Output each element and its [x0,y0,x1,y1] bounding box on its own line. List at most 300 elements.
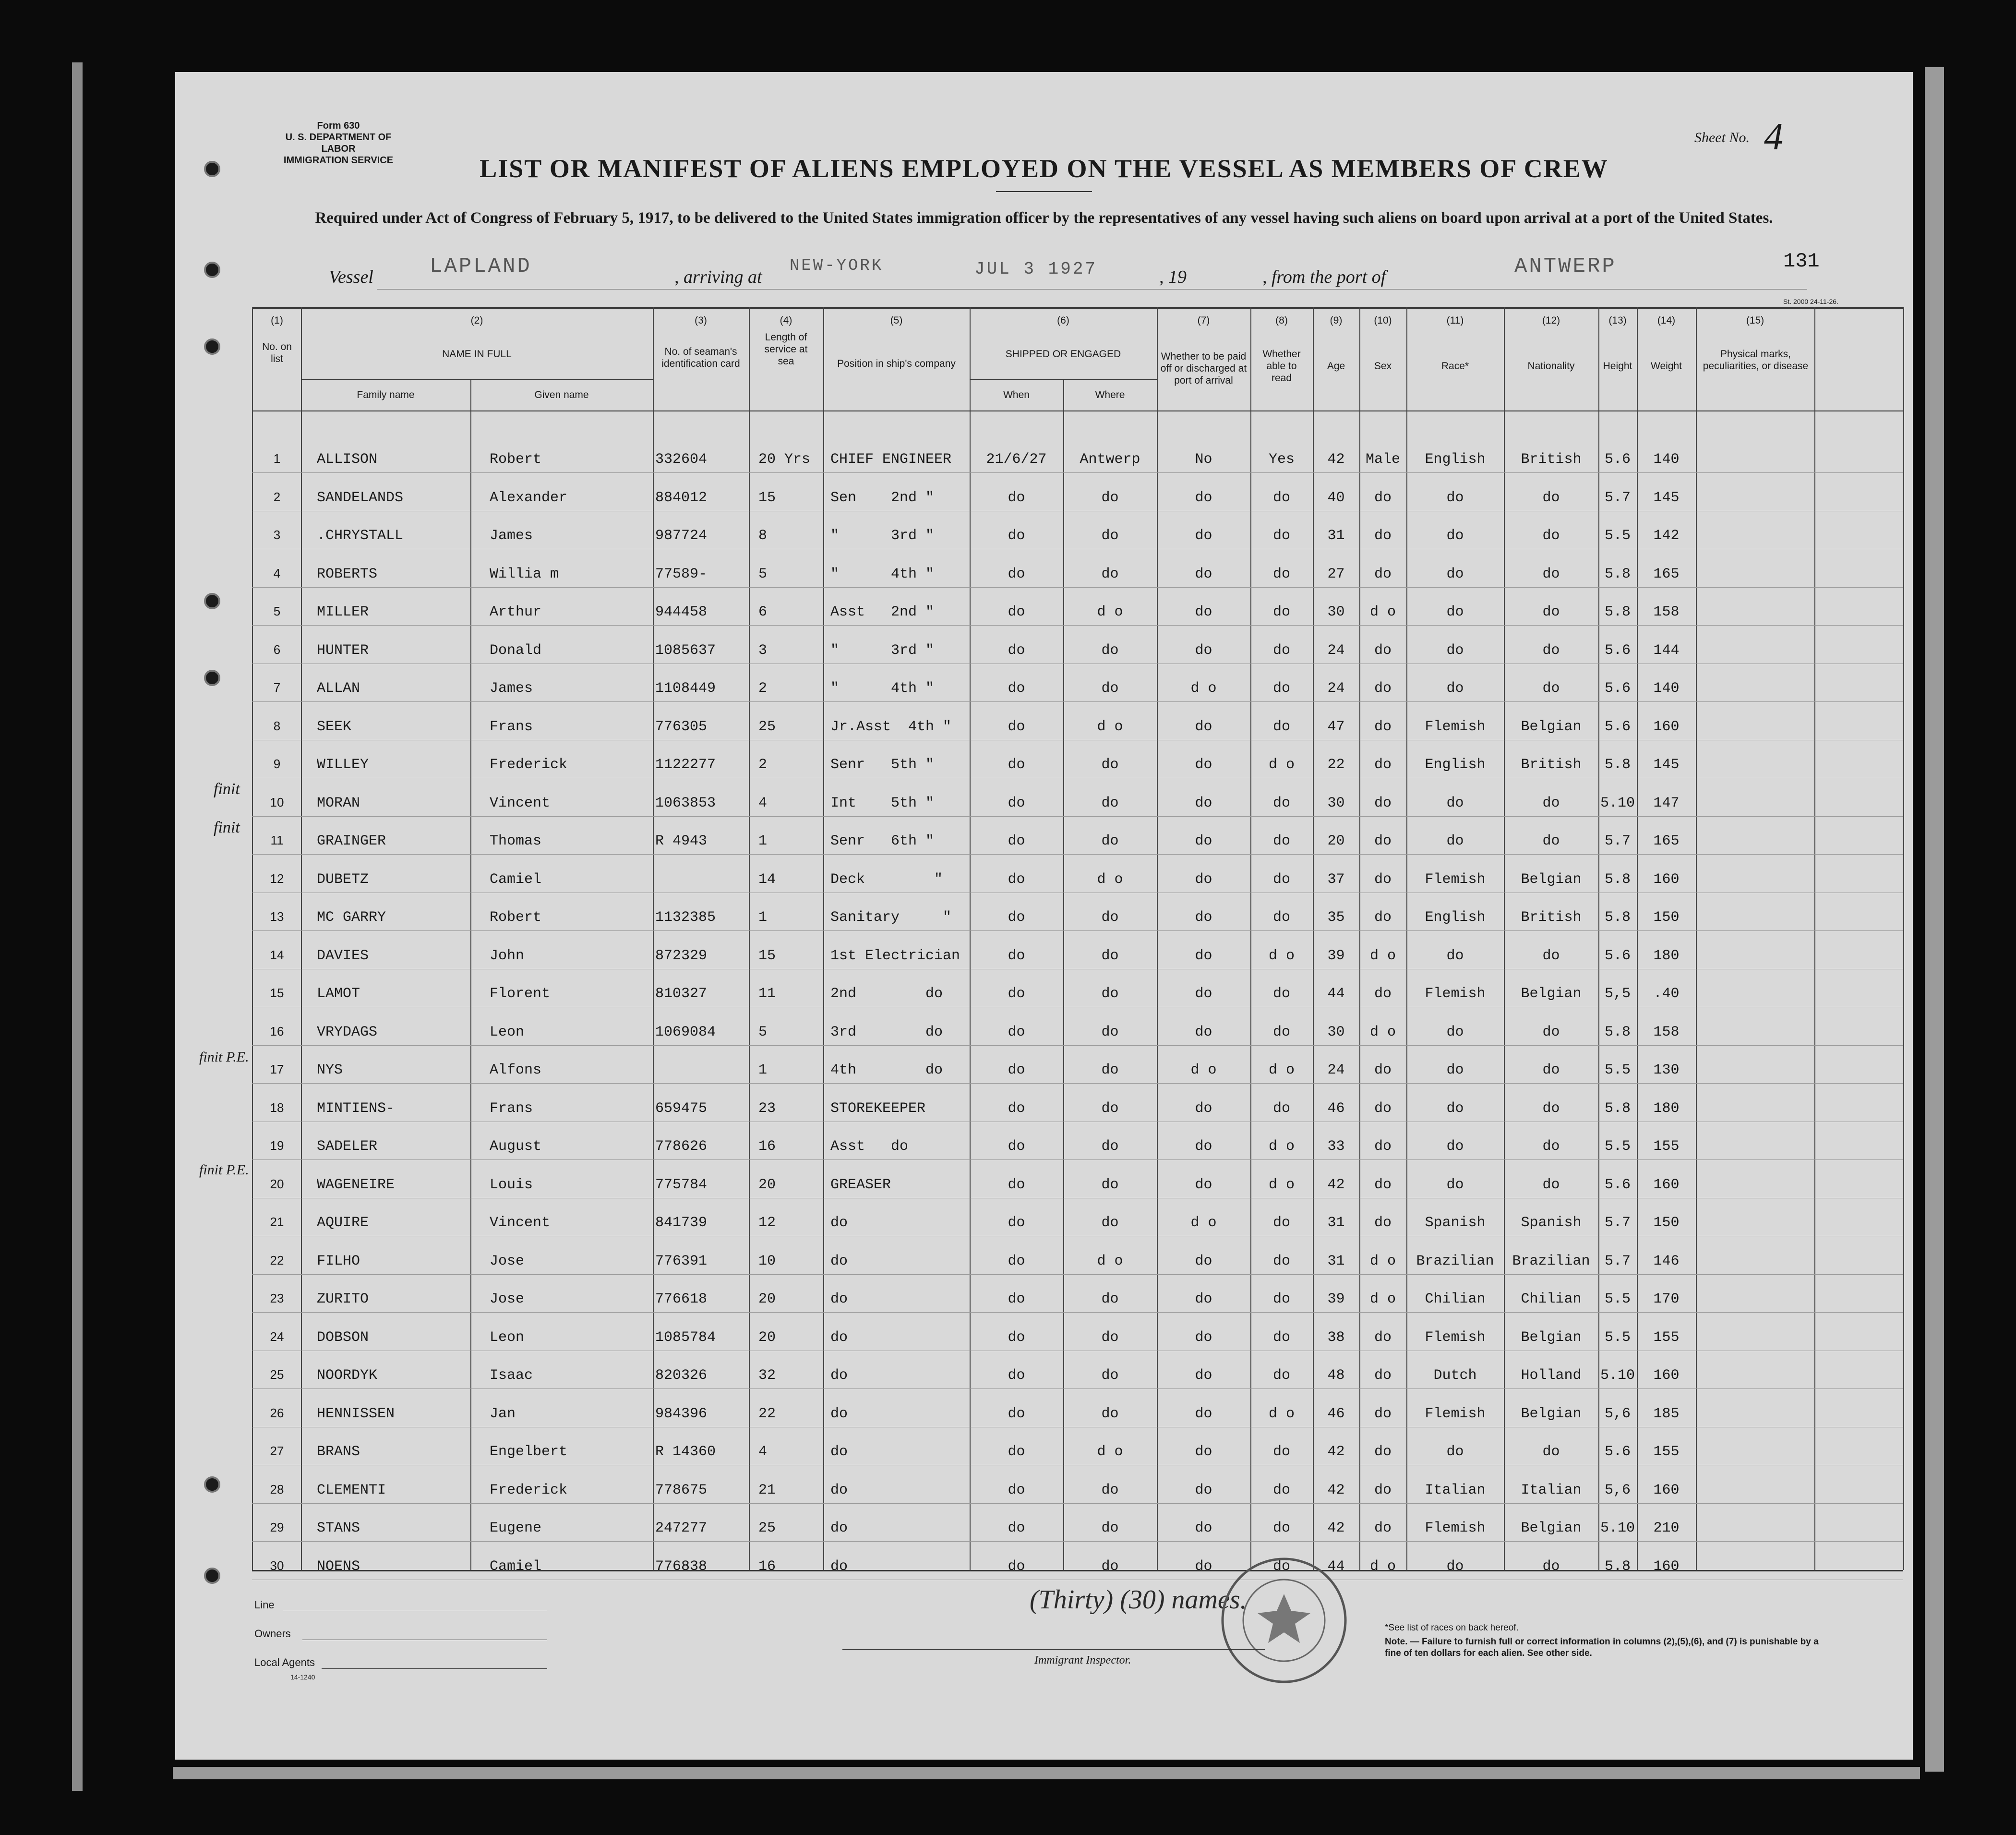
punch-hole [204,593,220,609]
service-length: 20 Yrs [758,451,811,468]
able-to-read: do [1272,1100,1290,1117]
row-rule [252,625,1903,626]
given-name: Eugene [490,1520,542,1536]
shipped-where: do [1101,1291,1119,1307]
nationality: Belgian [1521,718,1582,735]
paid-off: do [1195,718,1212,735]
shipped-when: do [1008,871,1025,888]
height: 5.5 [1604,1329,1631,1346]
id-card-no: 1085637 [655,642,716,659]
row-no: 9 [273,757,281,771]
paid-off: do [1195,1520,1212,1536]
race: do [1446,1558,1464,1575]
able-to-read: do [1272,1024,1290,1040]
service-length: 32 [758,1367,776,1384]
row-rule [252,1541,1903,1542]
race: English [1425,451,1486,468]
service-length: 3 [758,642,768,659]
sex: Male [1365,451,1400,468]
age: 40 [1327,489,1345,506]
row-no: 6 [273,642,281,657]
shipped-when: do [1008,1291,1025,1307]
row-rule [252,854,1903,855]
row-no: 16 [270,1024,284,1038]
weight: 185 [1653,1405,1680,1422]
race: do [1446,1062,1464,1078]
service-length: 2 [758,680,768,697]
service-length: 25 [758,718,776,735]
nationality: Belgian [1521,986,1582,1002]
sex: do [1374,1100,1392,1117]
paid-off: do [1195,1444,1212,1460]
family-name: NOORDYK [317,1367,378,1384]
arriving-label: , arriving at [674,267,762,287]
paid-off: d o [1190,680,1217,697]
race: do [1446,795,1464,811]
height: 5.10 [1600,795,1635,811]
weight: 180 [1653,947,1680,964]
id-card-no: 778675 [655,1482,708,1498]
shipped-where: do [1101,757,1119,773]
family-name: ZURITO [317,1291,369,1307]
given-name: Robert [490,451,542,468]
age: 47 [1327,718,1345,735]
nationality: British [1521,757,1582,773]
given-name: Donald [490,642,542,659]
weight: 165 [1653,833,1680,849]
sex: do [1374,566,1392,582]
shipped-when: do [1008,528,1025,544]
inspector-rule [842,1649,1265,1650]
id-card-no: 841739 [655,1215,708,1231]
weight: 158 [1653,1024,1680,1040]
colnum-6: (6) [1057,315,1069,326]
paid-off: do [1195,1100,1212,1117]
height: 5.8 [1604,566,1631,582]
weight: 155 [1653,1329,1680,1346]
margin-note-20: finit P.E. [199,1162,249,1178]
header-height: Height [1603,361,1632,372]
position: Senr 5th " [830,757,935,773]
given-name: James [490,528,533,544]
vessel-label: Vessel [329,267,373,287]
nationality: Belgian [1521,1520,1582,1536]
sex: do [1374,489,1392,506]
arrival-date: JUL 3 1927 [974,259,1098,279]
family-name: .CHRYSTALL [317,528,404,544]
shipped-when: do [1008,833,1025,849]
row-no: 10 [270,795,284,809]
age: 30 [1327,795,1345,811]
able-to-read: do [1272,1558,1290,1575]
family-name: DUBETZ [317,871,369,888]
shipped-when: do [1008,604,1025,620]
nationality: Spanish [1521,1215,1582,1231]
race: do [1446,489,1464,506]
family-name: MILLER [317,604,369,620]
paid-off: do [1195,947,1212,964]
footer-line-label: Line [254,1599,275,1611]
shipped-where: do [1101,1024,1119,1040]
given-name: Leon [490,1024,525,1040]
able-to-read: do [1272,718,1290,735]
row-rule [252,1388,1903,1389]
paid-off: do [1195,566,1212,582]
header-length-service: Length of service at sea [764,332,808,367]
given-name: Thomas [490,833,542,849]
weight: 145 [1653,757,1680,773]
position: Senr 6th " [830,833,935,849]
sex: do [1374,833,1392,849]
height: 5.5 [1604,1062,1631,1078]
paid-off: do [1195,1138,1212,1155]
row-rule [252,930,1903,931]
family-name: SEEK [317,718,352,735]
able-to-read: do [1272,566,1290,582]
row-rule [252,1312,1903,1313]
weight: 160 [1653,871,1680,888]
height: 5.5 [1604,1291,1631,1307]
shipped-where: d o [1097,1253,1123,1269]
colnum-10: (10) [1374,315,1392,326]
header-weight: Weight [1651,361,1682,372]
service-length: 5 [758,1024,768,1040]
paid-off: d o [1190,1215,1217,1231]
row-rule [252,1083,1903,1084]
header-no-on-list: No. on list [262,341,292,364]
row-no: 15 [270,986,284,1000]
print-code: St. 2000 24-11-26. [1783,298,1838,305]
age: 39 [1327,947,1345,964]
weight: 150 [1653,909,1680,926]
able-to-read: do [1272,1482,1290,1498]
able-to-read: do [1272,1291,1290,1307]
height: 5.6 [1604,1176,1631,1193]
family-name: AQUIRE [317,1215,369,1231]
paid-off: do [1195,986,1212,1002]
id-card-no: 884012 [655,489,708,506]
able-to-read: do [1272,1367,1290,1384]
given-name: Engelbert [490,1444,568,1460]
service-length: 12 [758,1215,776,1231]
family-name: DOBSON [317,1329,369,1346]
footer-agents-rule [322,1668,547,1669]
nationality: do [1542,604,1560,620]
colnum-4: (4) [780,315,792,326]
age: 42 [1327,1176,1345,1193]
immigrant-inspector-label: Immigrant Inspector. [1034,1654,1131,1666]
header-able-to-read: Whether able to read [1262,349,1301,384]
shipped-when: do [1008,1215,1025,1231]
service-length: 25 [758,1520,776,1536]
height: 5.5 [1604,1138,1631,1155]
family-name: FILHO [317,1253,360,1269]
shipped-when: 21/6/27 [986,451,1047,468]
arriving-port: NEW-YORK [790,257,884,275]
race: Dutch [1433,1367,1477,1384]
sex: do [1374,1215,1392,1231]
service-length: 6 [758,604,768,620]
height: 5.8 [1604,909,1631,926]
row-no: 24 [270,1329,284,1344]
closing-note: (Thirty) (30) names. [1030,1585,1247,1615]
height: 5.6 [1604,1444,1631,1460]
shipped-when: do [1008,1024,1025,1040]
service-length: 21 [758,1482,776,1498]
name-subrule [301,379,653,380]
shipped-subrule [970,379,1157,380]
position: 4th do [830,1062,943,1078]
punch-hole [204,670,220,686]
family-name: HENNISSEN [317,1405,395,1422]
row-no: 11 [270,833,284,847]
able-to-read: do [1272,833,1290,849]
column-divider [1814,307,1815,1570]
age: 46 [1327,1405,1345,1422]
nationality: do [1542,1176,1560,1193]
age: 42 [1327,451,1345,468]
position: Sanitary " [830,909,952,926]
nationality: do [1542,795,1560,811]
nationality: do [1542,1100,1560,1117]
service-length: 4 [758,795,768,811]
sex: do [1374,986,1392,1002]
shipped-when: do [1008,1520,1025,1536]
height: 5.6 [1604,451,1631,468]
weight: 147 [1653,795,1680,811]
service-length: 1 [758,833,768,849]
height: 5.7 [1604,833,1631,849]
position: CHIEF ENGINEER [830,451,952,468]
nationality: do [1542,489,1560,506]
position: do [830,1367,848,1384]
punch-hole [204,262,220,278]
position: " 3rd " [830,642,935,659]
sex: do [1374,1062,1392,1078]
age: 33 [1327,1138,1345,1155]
column-divider [1903,307,1904,1570]
column-divider [301,307,302,1570]
shipped-where: do [1101,1405,1119,1422]
column-divider [1696,307,1697,1570]
service-length: 5 [758,566,768,582]
colnum-3: (3) [695,315,707,326]
shipped-where: Antwerp [1080,451,1140,468]
shipped-where: do [1101,1482,1119,1498]
family-name: STANS [317,1520,360,1536]
id-card-no: 776391 [655,1253,708,1269]
manifest-sheet [175,72,1913,1760]
able-to-read: do [1272,1444,1290,1460]
given-name: Jan [490,1405,516,1422]
family-name: DAVIES [317,947,369,964]
age: 31 [1327,1253,1345,1269]
colnum-7: (7) [1197,315,1210,326]
given-name: Jose [490,1253,525,1269]
height: 5.8 [1604,1558,1631,1575]
shipped-where: do [1101,1138,1119,1155]
paid-off: d o [1190,1062,1217,1078]
given-name: Leon [490,1329,525,1346]
shipped-when: do [1008,1329,1025,1346]
given-name: Arthur [490,604,542,620]
nationality: do [1542,833,1560,849]
nationality: do [1542,566,1560,582]
service-length: 4 [758,1444,768,1460]
race: do [1446,1100,1464,1117]
nationality: do [1542,1444,1560,1460]
sex: do [1374,909,1392,926]
shipped-when: do [1008,680,1025,697]
margin-note-10: finit [214,780,240,798]
shipped-where: d o [1097,604,1123,620]
age: 22 [1327,757,1345,773]
row-no: 5 [273,604,281,618]
age: 24 [1327,642,1345,659]
given-name: Robert [490,909,542,926]
able-to-read: d o [1268,947,1295,964]
given-name: Vincent [490,1215,551,1231]
weight: 140 [1653,451,1680,468]
penalty-note [1385,1636,1836,1659]
sex: do [1374,1520,1392,1536]
weight: 145 [1653,489,1680,506]
row-no: 4 [273,566,281,580]
header-when: When [1003,389,1030,400]
row-rule [252,587,1903,588]
age: 30 [1327,1024,1345,1040]
row-no: 3 [273,528,281,542]
nationality: do [1542,528,1560,544]
vessel-underline [377,289,1807,290]
sex: do [1374,718,1392,735]
shipped-when: do [1008,1062,1025,1078]
row-rule [252,1159,1903,1160]
stamp-number: 131 [1783,250,1820,273]
shipped-when: do [1008,1444,1025,1460]
colnum-9: (9) [1330,315,1343,326]
family-name: ROBERTS [317,566,378,582]
age: 35 [1327,909,1345,926]
shipped-where: do [1101,1100,1119,1117]
given-name: Frans [490,718,533,735]
weight: 160 [1653,1558,1680,1575]
race: do [1446,642,1464,659]
sheet-number: 4 [1764,116,1783,158]
id-card-no: 776618 [655,1291,708,1307]
service-length: 1 [758,1062,768,1078]
age: 20 [1327,833,1345,849]
weight: 158 [1653,604,1680,620]
position: Jr.Asst 4th " [830,718,952,735]
weight: 160 [1653,718,1680,735]
nationality: do [1542,680,1560,697]
paid-off: do [1195,1253,1212,1269]
row-no: 8 [273,718,281,733]
able-to-read: do [1272,489,1290,506]
sex: d o [1369,1291,1396,1307]
position: Asst do [830,1138,909,1155]
age: 37 [1327,871,1345,888]
race: do [1446,1176,1464,1193]
height: 5,6 [1604,1405,1631,1422]
shipped-where: do [1101,489,1119,506]
weight: 170 [1653,1291,1680,1307]
race: do [1446,947,1464,964]
shipped-where: do [1101,1520,1119,1536]
service-length: 16 [758,1138,776,1155]
id-card-no: 1122277 [655,757,716,773]
family-name: WILLEY [317,757,369,773]
position: " 4th " [830,566,935,582]
shipped-where: do [1101,566,1119,582]
id-card-no: 247277 [655,1520,708,1536]
service-length: 2 [758,757,768,773]
colnum-14: (14) [1657,315,1676,326]
paid-off: do [1195,1176,1212,1193]
colnum-1: (1) [271,315,283,326]
service-length: 16 [758,1558,776,1575]
colnum-11: (11) [1446,315,1464,326]
header-where: Where [1095,389,1125,400]
row-no: 7 [273,680,281,695]
sex: d o [1369,1024,1396,1040]
row-no: 25 [270,1367,284,1382]
race: Flemish [1425,718,1486,735]
race: Flemish [1425,986,1486,1002]
able-to-read: do [1272,680,1290,697]
row-no: 26 [270,1405,284,1420]
height: 5.7 [1604,489,1631,506]
shipped-where: do [1101,986,1119,1002]
able-to-read: d o [1268,1138,1295,1155]
id-card-no: 810327 [655,986,708,1002]
sex: do [1374,1405,1392,1422]
position: do [830,1253,848,1269]
position: GREASER [830,1176,891,1193]
id-card-no: 984396 [655,1405,708,1422]
colnum-15: (15) [1746,315,1764,326]
weight: 140 [1653,680,1680,697]
header-seaman-card: No. of seaman's identification card [661,346,740,369]
service-length: 10 [758,1253,776,1269]
weight: 160 [1653,1482,1680,1498]
race: do [1446,1138,1464,1155]
paid-off: do [1195,909,1212,926]
shipped-when: do [1008,947,1025,964]
position: do [830,1405,848,1422]
shipped-where: do [1101,528,1119,544]
position: do [830,1444,848,1460]
id-card-no: 1132385 [655,909,716,926]
given-name: Frederick [490,1482,568,1498]
header-shipped-engaged: SHIPPED OR ENGAGED [1005,349,1121,360]
column-divider [1063,379,1064,1570]
title-rule [996,191,1092,192]
race: do [1446,1024,1464,1040]
height: 5.5 [1604,528,1631,544]
row-no: 2 [273,489,281,504]
from-port: ANTWERP [1514,254,1617,278]
given-name: Frans [490,1100,533,1117]
footer-agents-code: 14-1240 [290,1673,315,1681]
given-name: Frederick [490,757,568,773]
shipped-when: do [1008,909,1025,926]
family-name: BRANS [317,1444,360,1460]
race: Brazilian [1416,1253,1494,1269]
shipped-when: do [1008,489,1025,506]
race: Flemish [1425,1520,1486,1536]
